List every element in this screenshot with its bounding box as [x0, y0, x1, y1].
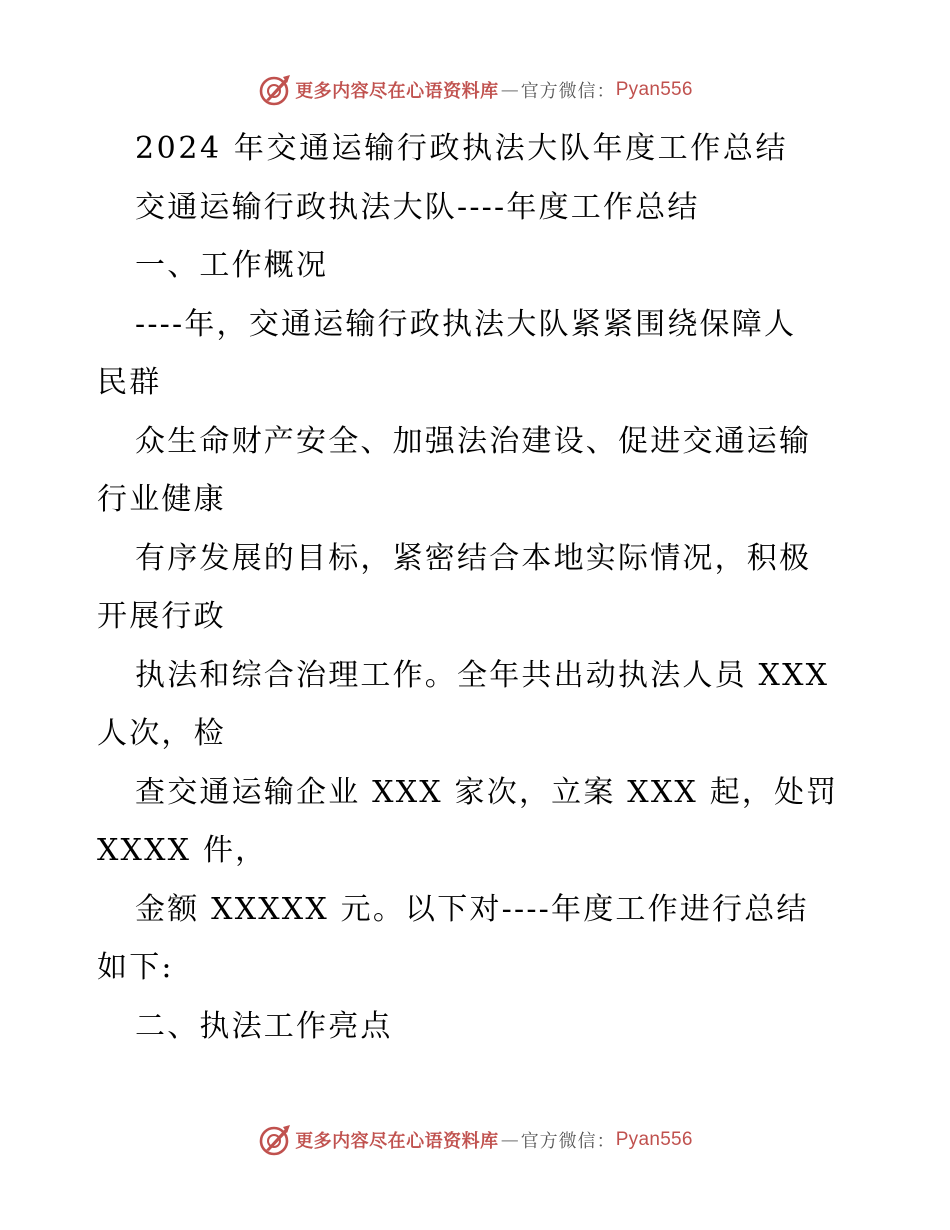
- watermark-wechat-id: Pyan556: [615, 1129, 693, 1150]
- text-line: 如下:: [97, 950, 174, 985]
- watermark-main-text: 更多内容尽在心语资料库: [295, 1131, 499, 1152]
- text-line: 金额 XXXXX 元。以下对----年度工作进行总结: [135, 891, 809, 927]
- watermark-official-label: 官方微信：: [520, 1131, 616, 1152]
- watermark-main-text: 更多内容尽在心语资料库: [295, 81, 499, 102]
- text-line: 执法和综合治理工作。全年共出动执法人员 XXX: [135, 657, 830, 693]
- header-watermark-banner: [0, 70, 950, 110]
- quill-pen-logo-icon: [257, 73, 291, 107]
- text-line: 人次，检: [97, 716, 226, 751]
- watermark-wechat-id: Pyan556: [615, 79, 693, 100]
- section-heading: 一、工作概况: [135, 248, 329, 283]
- watermark-text: [295, 77, 693, 103]
- text-line: 行业健康: [97, 482, 226, 517]
- document-body: [97, 120, 857, 1056]
- watermark-dash: —: [500, 1129, 519, 1151]
- text-line: 开展行政: [97, 599, 226, 634]
- text-line: XXXX 件，: [97, 833, 268, 868]
- quill-pen-logo-icon: [257, 1123, 291, 1157]
- section-heading: 二、执法工作亮点: [135, 1008, 393, 1044]
- watermark-official-label: 官方微信：: [520, 81, 616, 102]
- text-line: ----年，交通运输行政执法大队紧紧围绕保障人: [135, 306, 797, 342]
- text-line: 交通运输行政执法大队----年度工作总结: [135, 189, 700, 225]
- footer-watermark-banner: [0, 1120, 950, 1160]
- watermark-dash: —: [500, 79, 519, 101]
- document-title: 2024 年交通运输行政执法大队年度工作总结: [135, 131, 789, 166]
- text-line: 有序发展的目标，紧密结合本地实际情况，积极: [135, 540, 812, 576]
- text-line: 众生命财产安全、加强法治建设、促进交通运输: [135, 423, 812, 459]
- text-line: 查交通运输企业 XXX 家次，立案 XXX 起，处罚: [135, 774, 839, 810]
- text-line: 民群: [97, 365, 162, 400]
- watermark-text: [295, 1127, 693, 1153]
